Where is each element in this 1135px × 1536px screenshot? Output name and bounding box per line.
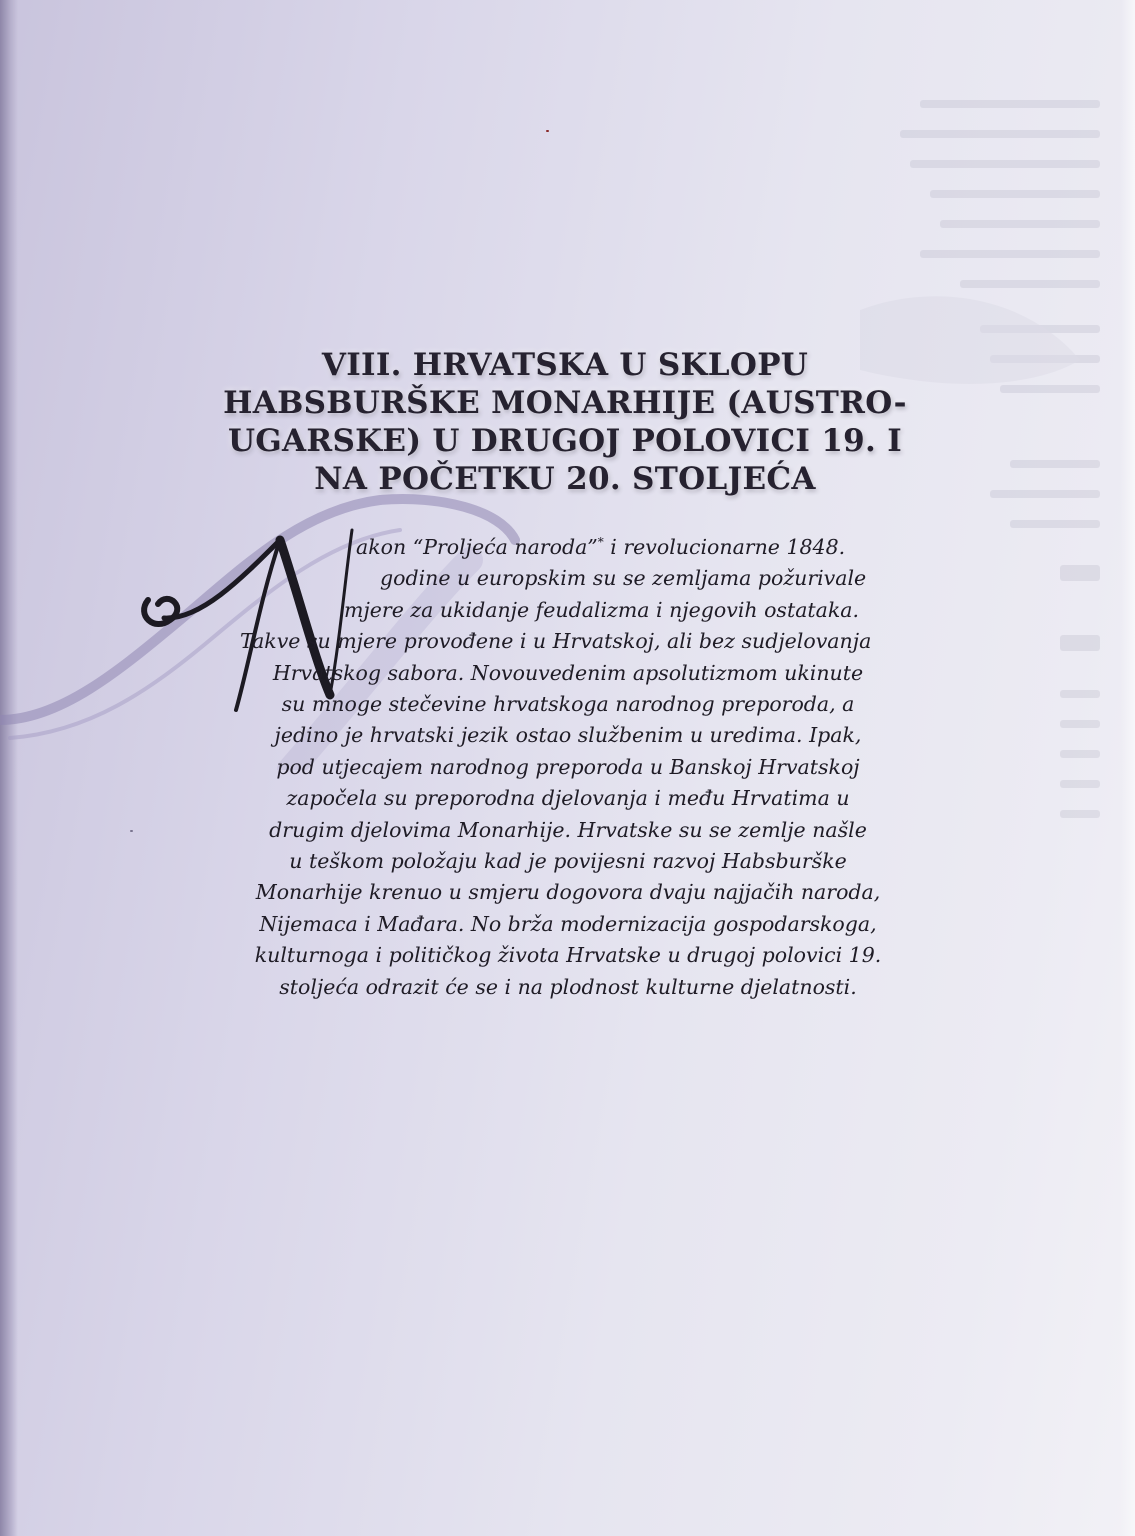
footnote-marker[interactable]: *: [597, 535, 604, 550]
dropcap-letter: N: [240, 697, 249, 708]
paragraph-line: Monarhije krenuo u smjeru dogovora dvaju najjačih naroda,: [255, 880, 881, 905]
page-outer-edge: [1121, 0, 1135, 1536]
print-speck: [546, 130, 549, 132]
paragraph-line: Nijemaca i Mađara. No brža modernizacija gospodarskoga,: [259, 911, 877, 936]
paragraph-line: stoljeća odrazit će se i na plodnost kulturne djelatnosti.: [279, 974, 857, 999]
chapter-title-line: NA POČETKU 20. STOLJEĆA: [314, 461, 816, 497]
chapter-title-line: HABSBURŠKE MONARHIJE (AUSTRO-: [223, 385, 907, 421]
paragraph-line: [232, 532, 904, 563]
paragraph-line: drugim djelovima Monarhije. Hrvatske su se zemlje našle: [269, 817, 867, 842]
chapter-title: [220, 346, 910, 498]
print-speck: [130, 830, 133, 832]
dropcap-continuation: akon “Proljeća naroda”: [356, 535, 598, 559]
paragraph-line: u teškom položaju kad je povijesni razvoj Habsburške: [289, 849, 847, 874]
paragraph-line-part: i revolucionarne 1848.: [603, 535, 846, 559]
paragraph-line: Takve su mjere provođene i u Hrvatskoj, ali bez sudjelovanja: [240, 629, 872, 654]
chapter-title-line: UGARSKE) U DRUGOJ POLOVICI 19. I: [227, 423, 903, 459]
paragraph-line: godine u europskim su se zemljama požurivale: [380, 566, 867, 591]
paragraph-line: pod utjecajem narodnog preporoda u Banskoj Hrvatskoj: [276, 754, 860, 779]
paragraph-line: kulturnoga i političkog života Hrvatske u drugoj polovici 19.: [254, 943, 882, 968]
paragraph-line: mjere za ukidanje feudalizma i njegovih ostataka.: [344, 597, 860, 622]
paragraph-line: su mnoge stečevine hrvatskoga narodnog preporoda, a: [281, 692, 855, 717]
paragraph-line: Hrvatskog sabora. Novouvedenim apsolutizmom ukinute: [272, 660, 864, 685]
paragraph-line: jedino je hrvatski jezik ostao službenim u uredima. Ipak,: [274, 723, 862, 748]
paragraph-line: započela su preporodna djelovanja i među Hrvatima u: [286, 786, 850, 811]
intro-paragraph: [232, 532, 904, 1003]
chapter-title-line: VIII. HRVATSKA U SKLOPU: [321, 347, 809, 383]
